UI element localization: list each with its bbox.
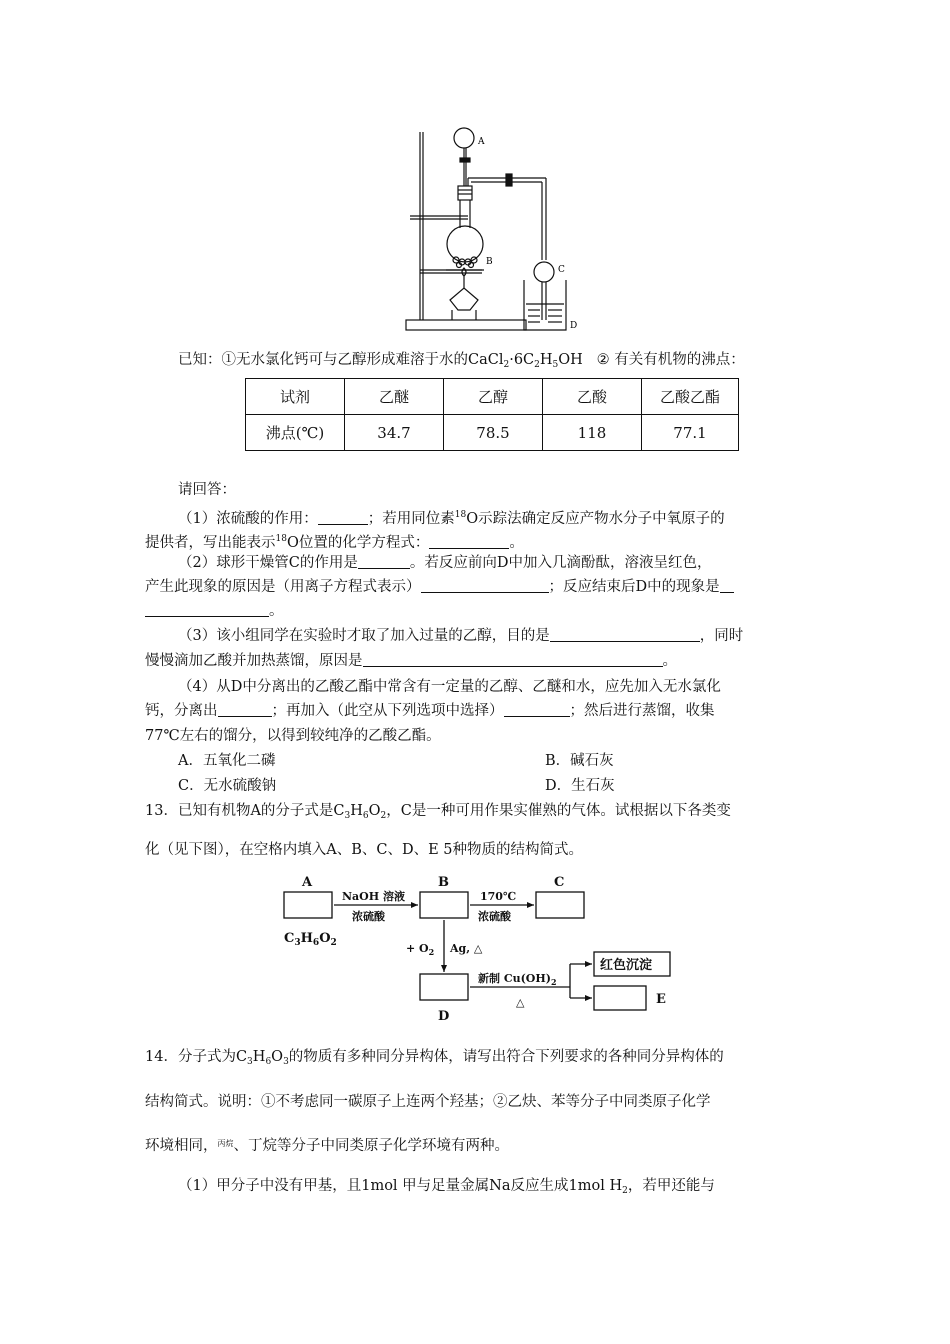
q13-line2: 化（见下图），在空格内填入A、B、C、D、E 5种物质的结构简式。: [145, 842, 584, 858]
q4-line2: 钙，分离出 ；再加入（此空从下列选项中选择） ；然后进行蒸馏，收集: [145, 703, 715, 719]
q4-line3: 77℃左右的馏分，以得到较纯净的乙酸乙酯。: [145, 728, 441, 744]
condition-ag: Ag, △: [450, 942, 483, 955]
known-line: 已知：①无水氯化钙可与乙醇形成难溶于水的$CaCl_2\cdot 6C_2H_5OH$ ② 有关有机物的沸点：: [178, 352, 745, 370]
condition-delta: △: [516, 996, 525, 1009]
q1-line2: 提供者，写出能表示$^{18}$O位置的化学方程式： 。: [145, 534, 524, 551]
label-a: A: [302, 875, 313, 890]
table-cell: 78.5: [444, 415, 543, 451]
condition-h2so4-1: 浓硫酸: [352, 910, 385, 923]
q4-line1: （4）从D中分离出的乙酸乙酯中常含有一定量的乙醇、乙醚和水，应先加入无水氯化: [178, 679, 721, 695]
box-a: [284, 892, 332, 918]
label-d: D: [438, 1009, 450, 1024]
box-e: [594, 986, 646, 1010]
table-cell: 沸点(℃): [246, 415, 345, 451]
label-b: B: [486, 257, 493, 267]
option-c: C．无水硫酸钠: [178, 778, 277, 794]
formula-a: $C_3H_6O_2$: [284, 931, 337, 948]
label-c: C: [558, 265, 565, 275]
table-cell: 乙酸乙酯: [642, 379, 739, 415]
condition-cuoh: 新制 $Cu(OH)_2$: [478, 972, 557, 987]
boiling-point-table: [245, 378, 739, 451]
option-a: A．五氧化二磷: [178, 753, 276, 769]
label-a: A: [478, 137, 485, 147]
table-row: [246, 415, 739, 451]
q2-line3: 。: [145, 601, 284, 621]
q14-line4: （1）甲分子中没有甲基，且1mol 甲与足量金属Na反应生成1mol $H_2$，若甲还能与: [178, 1178, 715, 1196]
table-cell: 118: [543, 415, 642, 451]
option-d: D．生石灰: [545, 778, 615, 794]
apparatus-diagram: [398, 124, 598, 336]
table-row: [246, 379, 739, 415]
label-c: C: [554, 875, 565, 890]
q14-line2: 结构简式。说明：①不考虑同一碳原子上连两个羟基；②乙炔、苯等分子中同类原子化学: [145, 1094, 711, 1110]
table-cell: 乙醇: [444, 379, 543, 415]
condition-naoh: NaOH 溶液: [342, 890, 405, 903]
box-d: [420, 974, 468, 1000]
table-cell: 乙醚: [345, 379, 444, 415]
table-cell: 34.7: [345, 415, 444, 451]
option-b: B．碱石灰: [545, 753, 614, 769]
q14-line3: 环境相同，$^{丙烷}$、丁烷等分子中同类原子化学环境有两种。: [145, 1138, 509, 1154]
q2-line2: 产生此现象的原因是（用离子方程式表示） ；反应结束后D中的现象是: [145, 577, 734, 597]
q3-line1: （3）该小组同学在实验时才取了加入过量的乙醇，目的是 ，同时: [178, 628, 744, 644]
label-d: D: [570, 321, 578, 331]
q3-line2: 慢慢滴加乙酸并加热蒸馏，原因是 。: [145, 653, 677, 669]
reaction-scheme: [280, 870, 690, 1028]
table-cell: 试剂: [246, 379, 345, 415]
box-b: [420, 892, 468, 918]
label-e: E: [656, 992, 666, 1007]
answer-intro: 请回答：: [178, 482, 236, 498]
q1-line1: （1）浓硫酸的作用： ；若用同位素$^{18}$O示踪法确定反应产物水分子中氧原子的: [178, 510, 725, 527]
q14-line1: 14．分子式为$C_3H_6O_3$的物质有多种同分异构体，请写出符合下列要求的各种同分异构体的: [145, 1049, 724, 1067]
q13-line1: 13．已知有机物A的分子式是$C_3H_6O_2$，C是一种可用作果实催熟的气体。试根据以下各类变: [145, 803, 731, 821]
table-cell: 乙酸: [543, 379, 642, 415]
red-precipitate-label: 红色沉淀: [600, 958, 653, 973]
condition-h2so4-2: 浓硫酸: [478, 910, 511, 923]
q2-line1: （2）球形干燥管C的作用是 。若反应前向D中加入几滴酚酞，溶液呈红色，: [178, 555, 712, 571]
condition-o2: + $O_2$: [406, 942, 435, 957]
condition-temp: 170℃: [480, 890, 517, 903]
label-b: B: [438, 875, 449, 890]
box-c: [536, 892, 584, 918]
table-cell: 77.1: [642, 415, 739, 451]
